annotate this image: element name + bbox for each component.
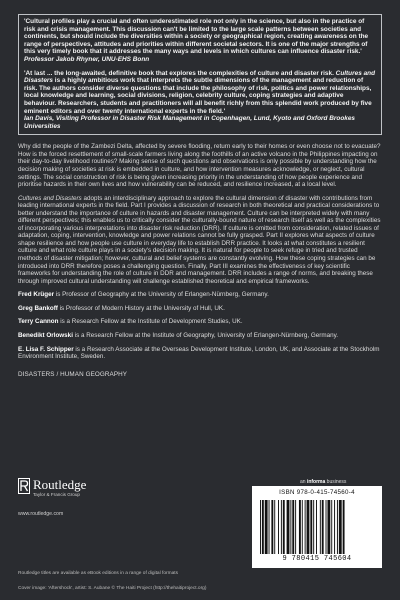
publisher-group: Taylor & Francis Group [33, 492, 80, 497]
bio-item [18, 291, 382, 299]
isbn-label: ISBN 978-0-415-74560-4 [279, 489, 355, 496]
endorsement-2 [24, 70, 376, 131]
blurb-paragraph-1: Why did the people of the Zambezi Delta, affected by severe flooding, return early to their homes or even choose not to evacuate? How is the forced resettlement of small-scale farmers living along the foothills of an active volcano in the Philippines impacting on their day-to-day livelihood routines? Making sense of such questions and observations is only possible by understanding how the decision making of societies at risk is embedded in culture, and how intervention measures acknowledge, or neglect, cultural settings. The social construction of risk is being given increasing priority in the understanding of how people experience and prioritise hazards in their own lives and how vulnerability can be reduced, and resilience increased, at a local level. [18, 143, 381, 189]
blurb [18, 143, 382, 285]
book-title-inline: Cultures and Disasters [18, 194, 82, 202]
bio-text: is a Research Associate at the Overseas Development Institute, London, UK, and Associate at the Stockholm Environment Institute, Sweden. [18, 345, 380, 361]
bio-text: is Professor of Geography at the University of Erlangen-Nürnberg, Germany. [54, 291, 269, 299]
endorsement-text: is a highly ambitious work that interprets the subtle dimensions of the management and reduction of risk. The authors consider diverse questions that include the philosophy of risk, politics and power relationships, local knowledge and learning, social divisions, religion, celebrity culture, coping strategies and adaptive behaviour. Researchers, students and practitioners will all benefit richly from this splendid work produced by five eminent editors and over twenty international experts in the field.' [24, 77, 372, 115]
publisher-name: Routledge [33, 477, 87, 492]
book-title-inline: Cultures and Disasters [24, 69, 376, 85]
publisher-website[interactable]: www.routledge.com [18, 511, 64, 517]
back-cover-text [18, 14, 382, 378]
editor-name: E. Lisa F. Schipper [18, 345, 74, 353]
informa-prefix: an [300, 479, 307, 485]
bio-item [18, 305, 382, 313]
ebook-note: Routledge titles are available as eBook editions in a range of digital formats [18, 571, 178, 576]
editor-name: Terry Cannon [18, 318, 59, 326]
barcode-icon [260, 500, 374, 554]
informa-suffix: business [325, 479, 347, 485]
endorsement-text: 'Cultural profiles play a crucial and often underestimated role not only in the science, but also in the practice of risk and crisis management. This discussion can't be limited to the large scale patterns between societies and continents, but should include the diversities within a society or geographical region, creating awareness on the range of perspectives, attitudes and priorities within different societal sectors. It is one of the major strengths of this very timely book that it addresses the many ways and levels in which cultures can influence disaster risk.' [24, 18, 369, 56]
endorsement-text: 'At last ... the long-awaited, definitive book that explores the complexities of culture and disaster risk. [24, 69, 336, 77]
informa-business-label [300, 479, 346, 485]
blurb-paragraph-2 [18, 195, 382, 286]
endorsement-1 [24, 18, 376, 64]
blurb-text: adopts an interdisciplinary approach to explore the cultural dimension of disaster with contributions from leading international experts in the field. Part I provides a discussion of research in both theoretical and practical considerations to better understand the importance of culture in hazards and disaster management. Culture can be interpreted widely with many different perspectives; this enables us to critically consider the culturally-bound nature of research itself as well as the complexities of incorporating various interpretations into disaster risk reduction (DRR). If culture is omitted from consideration, related issues of adaptation, coping, intervention, knowledge and power relations cannot be fully grasped. Part II explores what aspects of culture shape resilience and how people use culture in everyday life to establish DRR practice. It looks at what constitutes a resilient culture and what role culture plays in a society's decision making. It is natural for people to seek refuge in tried and trusted methods of disaster mitigation; however, cultural and belief systems are constantly evolving. How these coping strategies can be introduced into DRR therefore poses a challenging question. Finally, Part III examines the effectiveness of key scientific frameworks for understanding the role of culture in DDR and management. DRR includes a range of norms, and breaking these through improved cultural understanding will challenge established theoretical and empirical frameworks. [18, 194, 381, 285]
bio-item [18, 346, 382, 361]
bio-item [18, 332, 382, 340]
editor-name: Benedikt Orlowski [18, 331, 73, 339]
bio-text: is Professor of Modern History at the University of Hull, UK. [57, 304, 225, 312]
bio-item [18, 318, 382, 326]
bio-text: is a Research Fellow at the Institute of Development Studies, UK. [58, 318, 243, 326]
editor-name: Fred Krüger [18, 291, 55, 299]
bio-text: is a Research Fellow at the Institute of Geography, University of Erlangen-Nürnberg, Germany. [72, 331, 339, 339]
editor-bios [18, 291, 382, 361]
publisher-logo [18, 478, 168, 497]
cover-image-credit: Cover image: 'Aftershock', artist: S. Aubane © The Haiti Project (http://thehaitiproject.org) [18, 586, 207, 591]
endorsement-attribution: Ian Davis, Visiting Professor in Disaster Risk Management in Copenhagen, Lund, Kyoto and Oxford Brookes Universities [24, 115, 355, 130]
routledge-r-icon [18, 478, 30, 494]
barcode-box [252, 486, 382, 568]
subject-category: DISASTERS / HUMAN GEOGRAPHY [18, 370, 128, 378]
informa-word: informa [306, 479, 326, 485]
publisher-logo-area [18, 478, 168, 517]
endorsement-attribution: Professor Jakob Rhyner, UNU-EHS Bonn [24, 55, 150, 63]
editor-name: Greg Bankoff [18, 304, 58, 312]
barcode-digits: 9 780415 745604 [282, 555, 352, 563]
endorsements-box [18, 14, 382, 135]
